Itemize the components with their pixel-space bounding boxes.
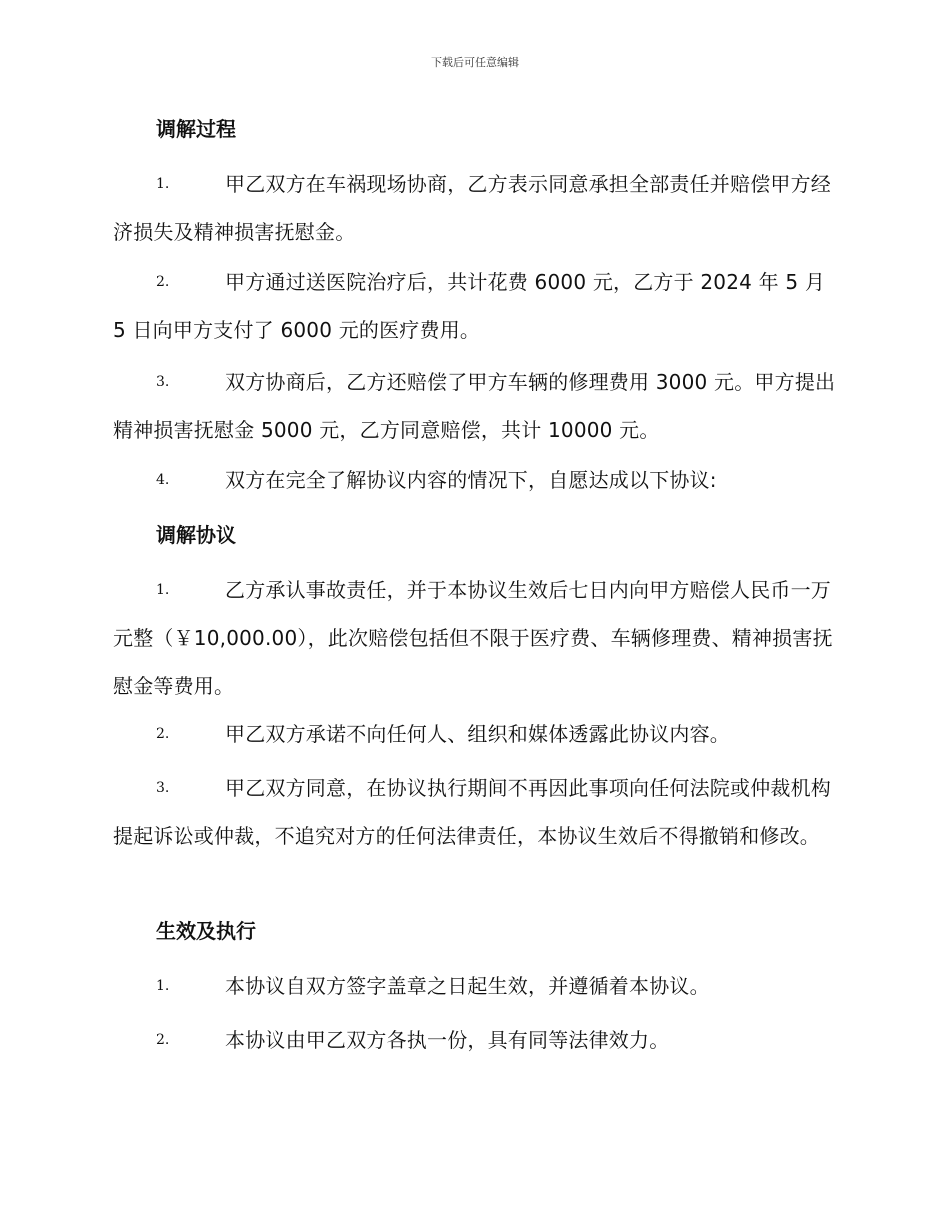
- item-number: 1.: [156, 978, 170, 994]
- list-item: [113, 160, 843, 256]
- item-text: 本协议由甲乙双方各执一份，具有同等法律效力。: [225, 1028, 670, 1052]
- section-title-mediation-process: 调解过程: [156, 117, 236, 141]
- list-item: [113, 566, 843, 710]
- list-item: [113, 258, 843, 354]
- section-title-effect-and-execution: 生效及执行: [156, 919, 256, 943]
- item-number: 2.: [156, 1032, 170, 1048]
- item-text: 本协议自双方签字盖章之日起生效，并遵循着本协议。: [225, 974, 710, 998]
- item-number: 2.: [156, 274, 170, 290]
- list-item: [113, 358, 843, 454]
- item-text: 甲乙双方承诺不向任何人、组织和媒体透露此协议内容。: [225, 722, 730, 746]
- list-item: [113, 962, 843, 1010]
- list-item: [113, 456, 843, 504]
- item-text: 双方在完全了解协议内容的情况下，自愿达成以下协议:: [225, 468, 717, 492]
- item-number: 1.: [156, 176, 170, 192]
- page-header: 下载后可任意编辑: [431, 56, 519, 69]
- section-title-mediation-agreement: 调解协议: [156, 523, 236, 547]
- item-number: 3.: [156, 374, 170, 390]
- list-item: [113, 764, 843, 860]
- item-text: 甲乙双方在车祸现场协商，乙方表示同意承担全部责任并赔偿甲方经济损失及精神损害抚慰金。: [113, 172, 831, 244]
- item-number: 4.: [156, 472, 170, 488]
- item-text: 甲方通过送医院治疗后，共计花费 6000 元，乙方于 2024 年 5 月 5 日向甲方支付了 6000 元的医疗费用。: [113, 270, 826, 342]
- item-text: 甲乙双方同意，在协议执行期间不再因此事项向任何法院或仲裁机构提起诉讼或仲裁，不追究对方的任何法律责任，本协议生效后不得撤销和修改。: [113, 776, 831, 848]
- item-text: 乙方承认事故责任，并于本协议生效后七日内向甲方赔偿人民币一万元整（￥10,000.00），此次赔偿包括但不限于医疗费、车辆修理费、精神损害抚慰金等费用。: [113, 578, 833, 698]
- item-number: 2.: [156, 726, 170, 742]
- list-item: [113, 710, 843, 758]
- item-number: 1.: [156, 582, 170, 598]
- item-text: 双方协商后，乙方还赔偿了甲方车辆的修理费用 3000 元。甲方提出精神损害抚慰金 5000 元，乙方同意赔偿，共计 10000 元。: [113, 370, 836, 442]
- item-number: 3.: [156, 780, 170, 796]
- list-item: [113, 1016, 843, 1064]
